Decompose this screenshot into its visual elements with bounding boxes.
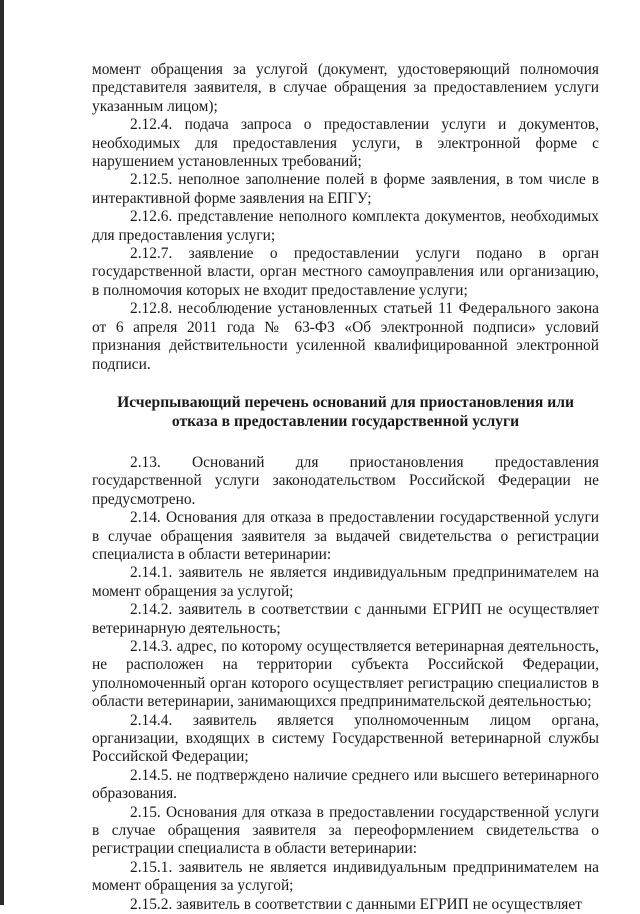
paragraph-2-14-1: 2.14.1. заявитель не является индивидуальным предпринимателем на момент обращения за услугой; xyxy=(92,564,599,600)
paragraph-2-14-5: 2.14.5. не подтверждено наличие среднего или высшего ветеринарного образования. xyxy=(92,766,599,803)
paragraph-2-13: 2.13. Оснований для приостановления предоставления государственной услуги законодательством Российской Федерации не предусмотрено. xyxy=(92,453,599,508)
paragraph-2-14-4: 2.14.4. заявитель является уполномоченным лицом органа, организации, входящих в систему Государственной ветеринарной службы Российской Федерации; xyxy=(92,711,599,766)
paragraph-2-14: 2.14. Основания для отказа в предоставлении государственной услуги в случае обращения заявителя за выдачей свидетельства о регистрации специалиста в области ветеринарии: xyxy=(92,509,599,563)
paragraph-2-14-3: 2.14.3. адрес, по которому осуществляется ветеринарная деятельность, не расположен на территории субъекта Российской Федерации, уполномоченный орган которого осуществляет регистрацию специалистов в области ветеринарии, занимающихся предпринимательской деятельностью; xyxy=(92,637,599,711)
paragraph-2-12-6: 2.12.6. представление неполного комплекта документов, необходимых для предоставления услуги; xyxy=(92,208,599,244)
paragraph-continuation: момент обращения за услугой (документ, удостоверяющий полномочия представителя заявителя, в случае обращения за предоставлением услуги указанным лицом); xyxy=(92,61,599,115)
document-body xyxy=(92,61,599,914)
scan-edge-shadow xyxy=(0,0,4,905)
paragraph-2-15-2: 2.15.2. заявитель в соответствии с данными ЕГРИП не осуществляет xyxy=(130,895,582,913)
paragraph-2-14-2: 2.14.2. заявитель в соответствии с данными ЕГРИП не осуществляет ветеринарную деятельность; xyxy=(92,601,599,637)
section-heading: Исчерпывающий перечень оснований для приостановления или отказа в предоставлении государственной услуги xyxy=(117,393,574,430)
paragraph-2-12-7: 2.12.7. заявление о предоставлении услуги подано в орган государственной власти, орган местного самоуправления или организацию, в полномочия которых не входит предоставление услуги; xyxy=(92,245,599,299)
paragraph-2-15: 2.15. Основания для отказа в предоставлении государственной услуги в случае обращения заявителя за переоформлением свидетельства о регистрации специалиста в области ветеринарии: xyxy=(92,803,599,858)
paragraph-2-12-5: 2.12.5. неполное заполнение полей в форме заявления, в том числе в интерактивной форме заявления на ЕПГУ; xyxy=(92,171,599,207)
paragraph-2-12-8: 2.12.8. несоблюдение установленных статьей 11 Федерального закона от 6 апреля 2011 года № 63-ФЗ «Об электронной подписи» условий признания действительности усиленной квалифицированной электронной подписи. xyxy=(92,300,599,373)
paragraph-2-12-4: 2.12.4. подача запроса о предоставлении услуги и документов, необходимых для предоставления услуги, в электронной форме с нарушением установленных требований; xyxy=(92,116,599,171)
paragraph-2-15-1: 2.15.1. заявитель не является индивидуальным предпринимателем на момент обращения за услугой; xyxy=(92,858,599,895)
